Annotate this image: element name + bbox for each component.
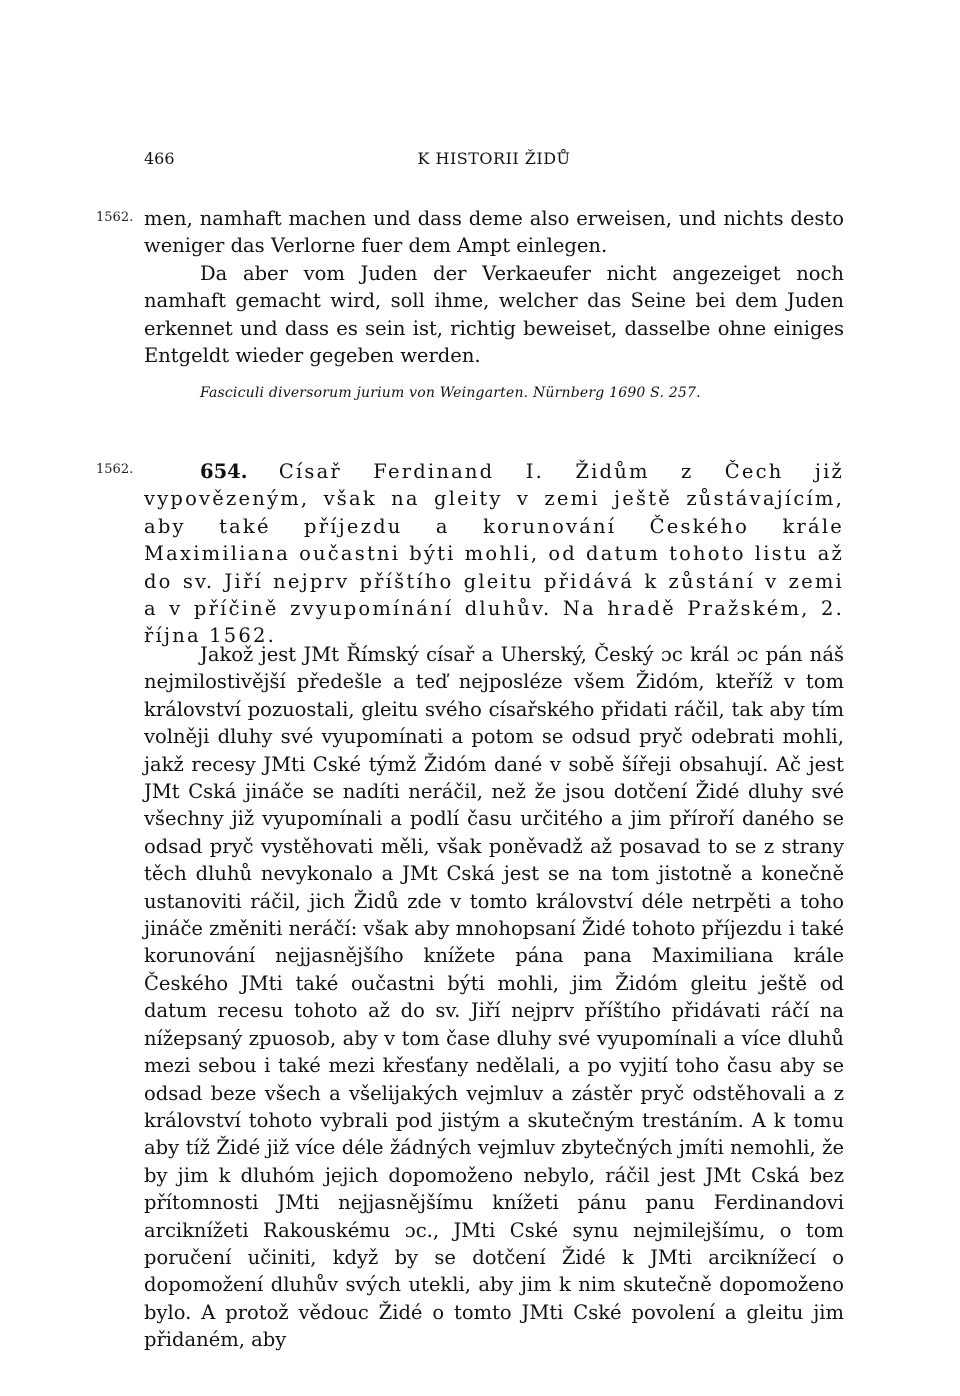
- document-number: 654.: [200, 460, 248, 483]
- margin-year: 1562.: [96, 210, 134, 225]
- document-summary: [144, 458, 844, 650]
- document-body: [144, 641, 844, 1354]
- paragraph: men, namhaft machen und dass deme also erweisen, und nichts desto weniger das Verlorne fuer dem Ampt einlegen.: [144, 207, 844, 258]
- paragraph: Da aber vom Juden der Verkaeufer nicht angezeiget noch namhaft gemacht wird, soll ihme, welcher das Seine bei dem Juden erkennet und dass es sein ist, richtig beweiset, dasselbe ohne einiges Entgeldt wieder gegeben werden.: [144, 261, 844, 368]
- page-header: [144, 149, 844, 173]
- document-summary-text: Císař Ferdinand I. Židům z Čech již vypovězeným, však na gleity v zemi ještě zůstávajícím, aby také příjezdu a korunování Českého krále Maximiliana oučastni býti mohli, od datum tohoto listu až do sv. Jiří nejprv příštího gleitu přidává k zůstání v zemi a v příčině zvyupomínání dluhův. Na hradě Pražském, 2. října 1562.: [144, 460, 845, 648]
- paragraph: Jakož jest JMt Římský císař a Uherský, Český ɔc král ɔc pán náš nejmilostivější předešle a teď nejposléze všem Židóm, kteříž v tom království pozuostali, gleitu svého císařského přidati ráčil, tak aby tím volněji dluhy své vyupomínati a potom se odsud pryč odebrati mohli, jakž recesy JMti Cské týmž Židóm dané v sobě šířeji obsahují. Ač jest JMt Cská jináče se nadíti neráčil, než že jsou dotčení Židé dluhy své všechny již vyupomínali a podlí času určitého a jim příroří daného se odsad pryč vystěhovati měli, však poněvadž až posavad to se z strany těch dluhů nevykonalo a JMt Cská jest se na tom jistotně a konečně ustanoviti ráčil, jich Židů zde v tomto království déle netrpěti a toho jináče změniti neráčí: však aby mnohopsaní Židé tohoto příjezdu i také korunování nejjasnějšího knížete pána pana Maximiliana krále Českého JMti také oučastni býti mohli, jim Židóm gleitu ještě od datum recesu tohoto až do sv. Jiří nejprv příštího přidávati ráčí na nížepsaný zpuosob, aby v tom čase dluhy své vyupomínali a více dluhů mezi sebou i také mezi křesťany nedělali, a po vyjití toho času aby se odsad beze všech a všelijakých vejmluv a zástěr pryč odstěhovali a z království tohoto vybrali pod jistým a skutečným trestáním. A k tomu aby tíž Židé již více déle žádných vejmluv zbytečných jmíti nemohli, že by jim k dluhóm jejich dopomoženo nebylo, ráčil jest JMt Cská bez přítomnosti JMti nejjasnějšímu knížeti pánu panu Ferdinandovi arciknížeti Rakouskému ɔc., JMti Cské synu nejmilejšímu, o tom poručení učiniti, když by se dotčení Židé k JMti arciknížecí o dopomožení dluhův svých utekli, aby jim k nim skutečně dopomoženo bylo. A protož vědouc Židé o tomto JMti Cské povolení a gleitu jim přidaném, aby: [144, 643, 844, 1352]
- section-1: [144, 205, 844, 369]
- page-number: 466: [144, 149, 175, 168]
- running-head: K HISTORII ŽIDŮ: [417, 149, 571, 168]
- citation: Fasciculi diversorum jurium von Weingarten. Nürnberg 1690 S. 257.: [200, 385, 701, 401]
- margin-year: 1562.: [96, 462, 134, 477]
